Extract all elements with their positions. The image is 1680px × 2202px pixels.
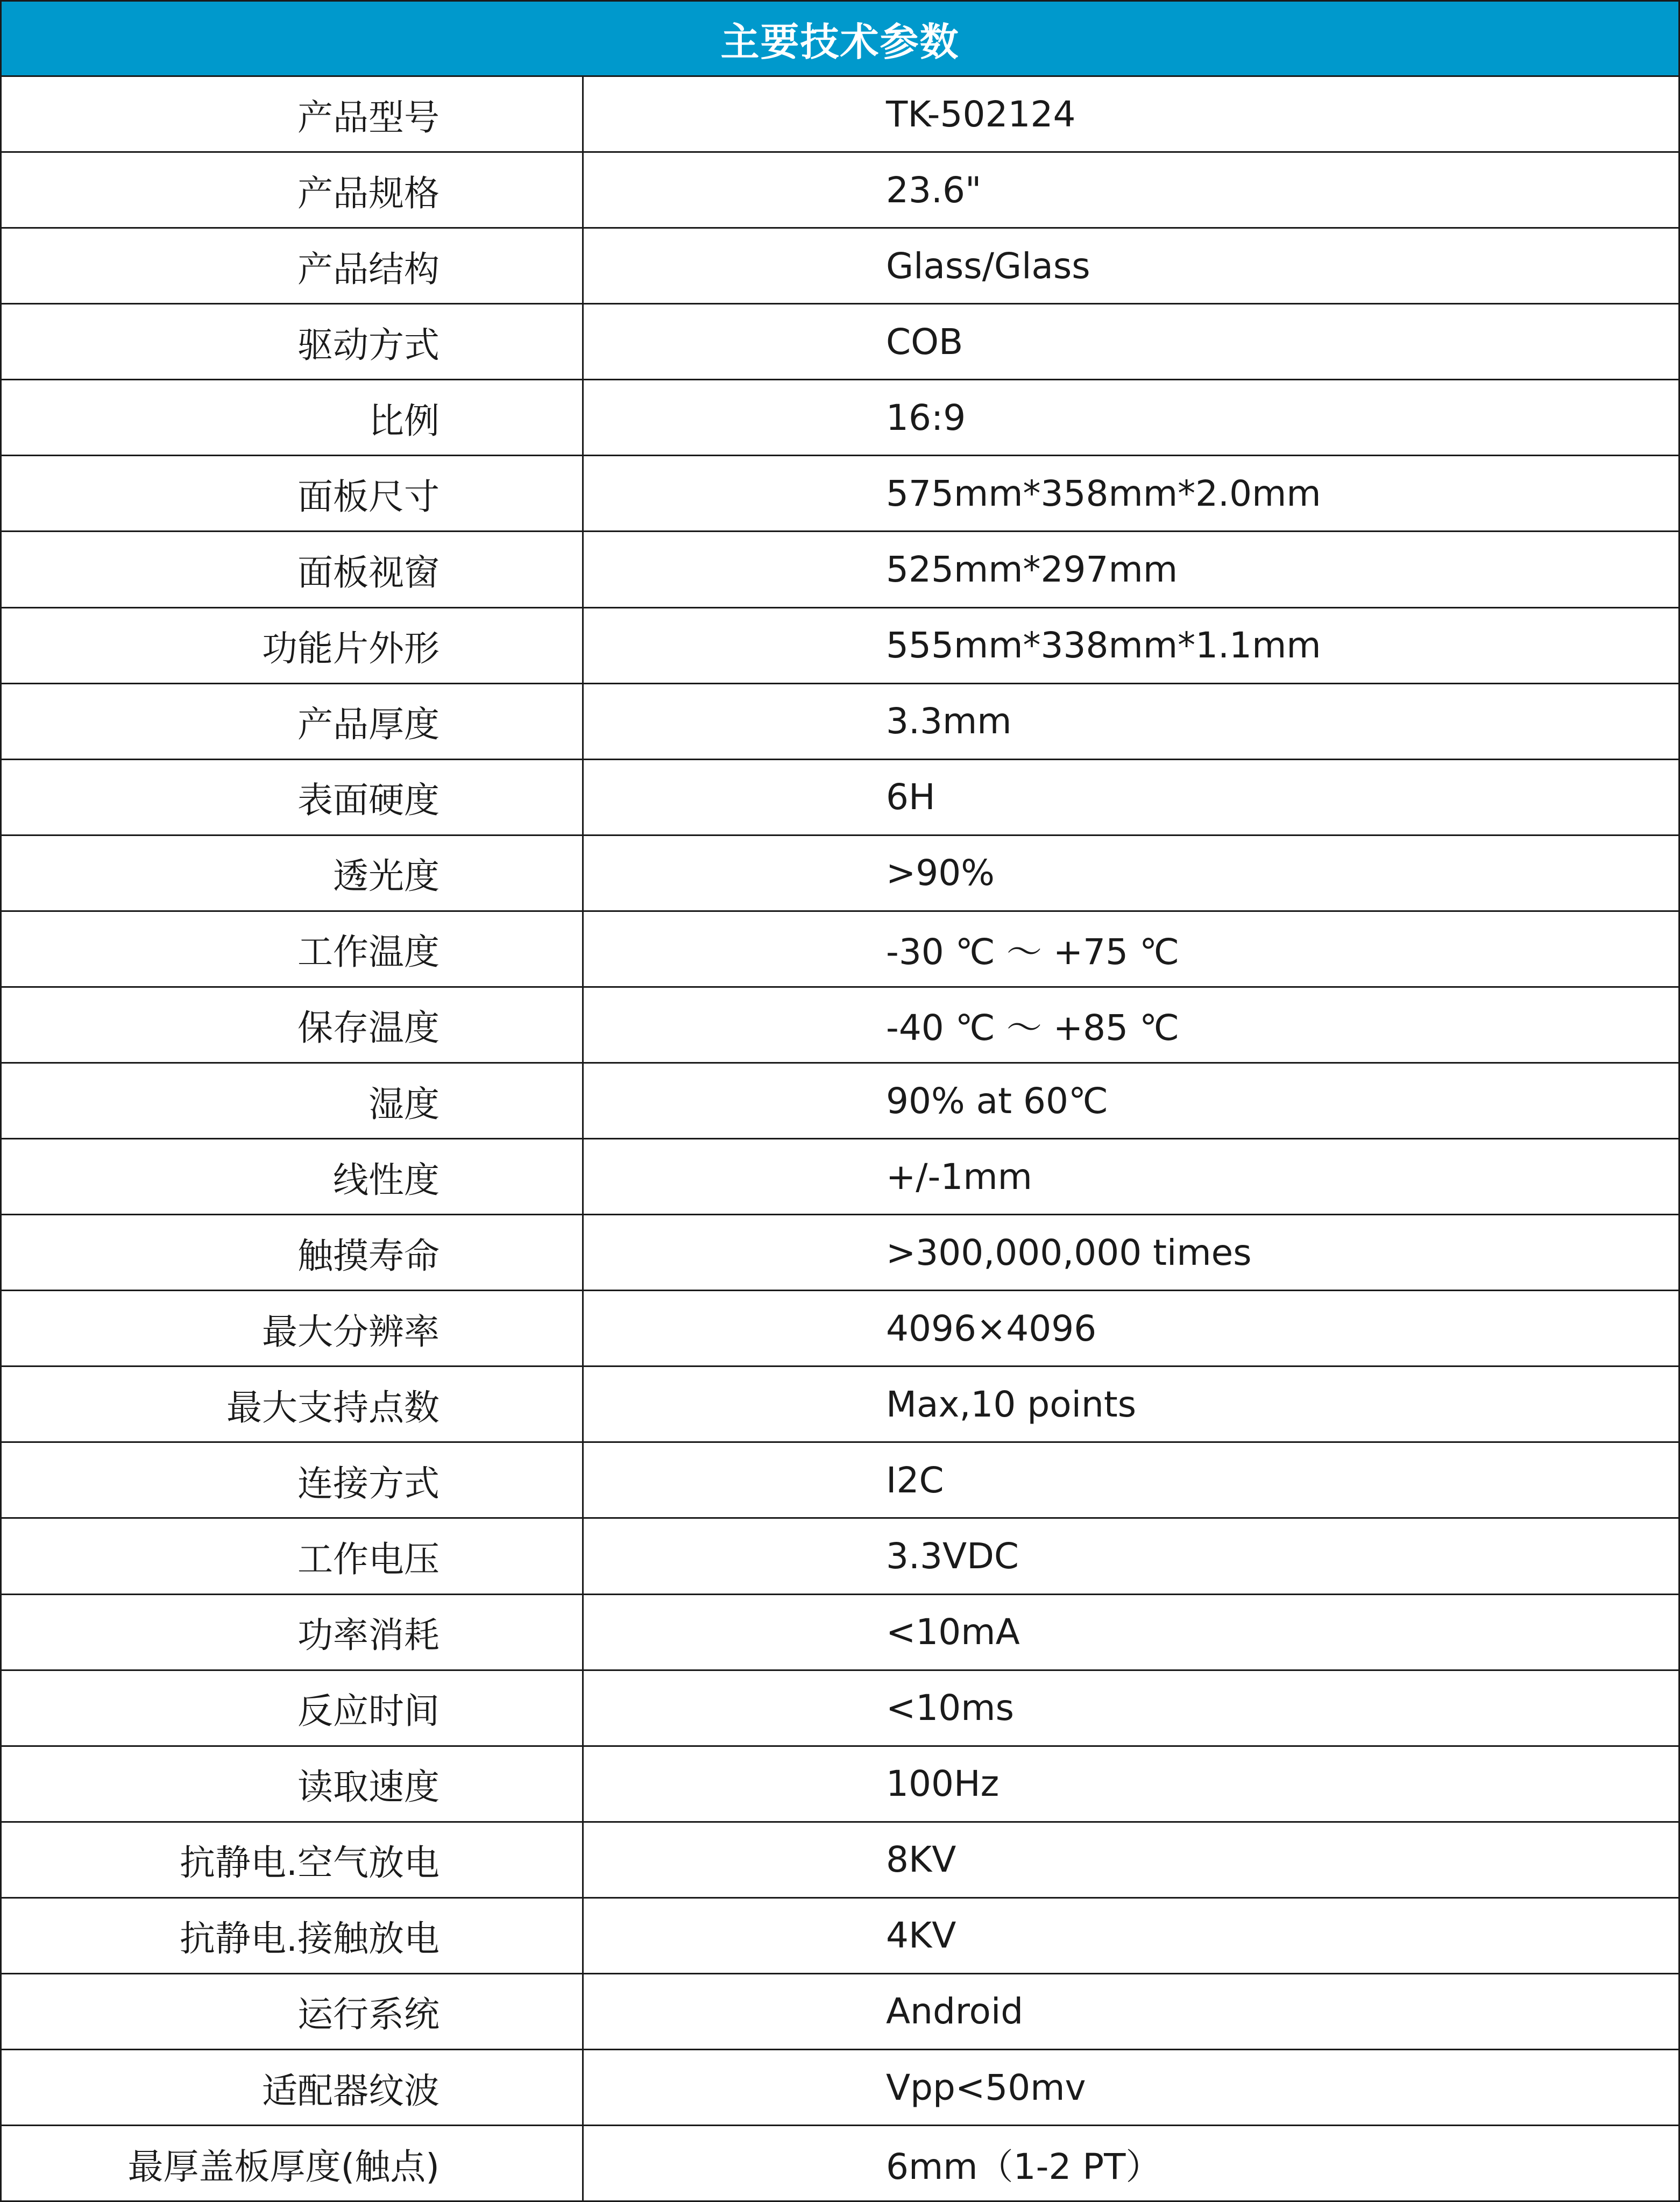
- row-label: 抗静电.空气放电: [2, 1823, 584, 1897]
- row-value: 4096×4096: [886, 1307, 1097, 1349]
- table-row: [2, 1974, 1678, 2050]
- row-value: -40 ℃ ～ +85 ℃: [886, 1007, 1180, 1049]
- row-value: <10ms: [886, 1687, 1014, 1729]
- table-row: [2, 1823, 1678, 1899]
- row-value: >90%: [886, 852, 995, 894]
- row-label: 产品规格: [2, 153, 584, 227]
- row-label: 连接方式: [2, 1443, 584, 1517]
- row-label: 读取速度: [2, 1747, 584, 1821]
- row-value: >300,000,000 times: [886, 1231, 1252, 1273]
- row-value: 8KV: [886, 1839, 956, 1881]
- table-row: [2, 912, 1678, 988]
- table-row: [2, 2126, 1678, 2200]
- table-row: [2, 608, 1678, 684]
- table-row: [2, 684, 1678, 760]
- row-label: 最厚盖板厚度(触点): [2, 2126, 584, 2200]
- row-value: 555mm*338mm*1.1mm: [886, 625, 1321, 667]
- row-label: 产品厚度: [2, 684, 584, 759]
- table-title: 主要技术参数: [2, 2, 1678, 77]
- row-value: 6H: [886, 776, 935, 818]
- row-label: 驱动方式: [2, 305, 584, 379]
- row-label: 产品结构: [2, 229, 584, 303]
- row-label: 工作电压: [2, 1519, 584, 1593]
- row-value: 575mm*358mm*2.0mm: [886, 472, 1321, 514]
- row-label: 比例: [2, 380, 584, 455]
- row-value: 90% at 60℃: [886, 1080, 1109, 1122]
- table-row: [2, 153, 1678, 229]
- row-label: 功率消耗: [2, 1595, 584, 1669]
- row-value: Vpp<50mv: [886, 2066, 1086, 2108]
- row-value: 3.3VDC: [886, 1535, 1019, 1577]
- table-row: [2, 1139, 1678, 1215]
- table-row: [2, 1671, 1678, 1747]
- row-value: 3.3mm: [886, 700, 1012, 742]
- row-label: 运行系统: [2, 1974, 584, 2049]
- table-row: [2, 305, 1678, 380]
- table-row: [2, 1064, 1678, 1139]
- table-row: [2, 229, 1678, 305]
- row-label: 抗静电.接触放电: [2, 1899, 584, 1973]
- table-body: [2, 77, 1678, 2200]
- table-row: [2, 1899, 1678, 1974]
- row-value: 4KV: [886, 1915, 956, 1957]
- row-value: +/-1mm: [886, 1156, 1032, 1198]
- row-value: <10mA: [886, 1611, 1020, 1653]
- row-label: 表面硬度: [2, 760, 584, 834]
- row-value: 100Hz: [886, 1763, 1000, 1805]
- table-row: [2, 760, 1678, 836]
- table-row: [2, 1595, 1678, 1671]
- table-row: [2, 2050, 1678, 2126]
- row-value: Android: [886, 1991, 1024, 2033]
- table-row: [2, 1519, 1678, 1595]
- table-row: [2, 988, 1678, 1064]
- row-value: COB: [886, 321, 963, 363]
- table-row: [2, 1443, 1678, 1519]
- table-row: [2, 1747, 1678, 1823]
- row-value: 23.6": [886, 169, 982, 211]
- table-row: [2, 1367, 1678, 1443]
- row-value: 525mm*297mm: [886, 549, 1178, 590]
- row-value: TK-502124: [886, 93, 1076, 135]
- table-row: [2, 1215, 1678, 1291]
- row-value: I2C: [886, 1459, 944, 1501]
- row-label: 工作温度: [2, 912, 584, 986]
- row-value: 6mm（1-2 PT）: [886, 2146, 1161, 2187]
- row-label: 触摸寿命: [2, 1215, 584, 1290]
- table-row: [2, 456, 1678, 532]
- table-row: [2, 532, 1678, 608]
- row-label: 线性度: [2, 1139, 584, 1214]
- table-row: [2, 380, 1678, 456]
- row-label: 反应时间: [2, 1671, 584, 1745]
- row-value: Max,10 points: [886, 1383, 1137, 1425]
- row-label: 最大支持点数: [2, 1367, 584, 1441]
- row-label: 功能片外形: [2, 608, 584, 683]
- row-label: 透光度: [2, 836, 584, 910]
- row-label: 保存温度: [2, 988, 584, 1062]
- row-label: 适配器纹波: [2, 2050, 584, 2125]
- row-value: Glass/Glass: [886, 245, 1090, 287]
- row-label: 面板视窗: [2, 532, 584, 606]
- row-label: 湿度: [2, 1064, 584, 1138]
- row-value: -30 ℃ ～ +75 ℃: [886, 931, 1180, 973]
- table-row: [2, 1291, 1678, 1367]
- table-row: [2, 836, 1678, 912]
- row-label: 面板尺寸: [2, 456, 584, 530]
- row-label: 产品型号: [2, 77, 584, 151]
- table-row: [2, 77, 1678, 153]
- row-value: 16:9: [886, 396, 966, 438]
- row-label: 最大分辨率: [2, 1291, 584, 1365]
